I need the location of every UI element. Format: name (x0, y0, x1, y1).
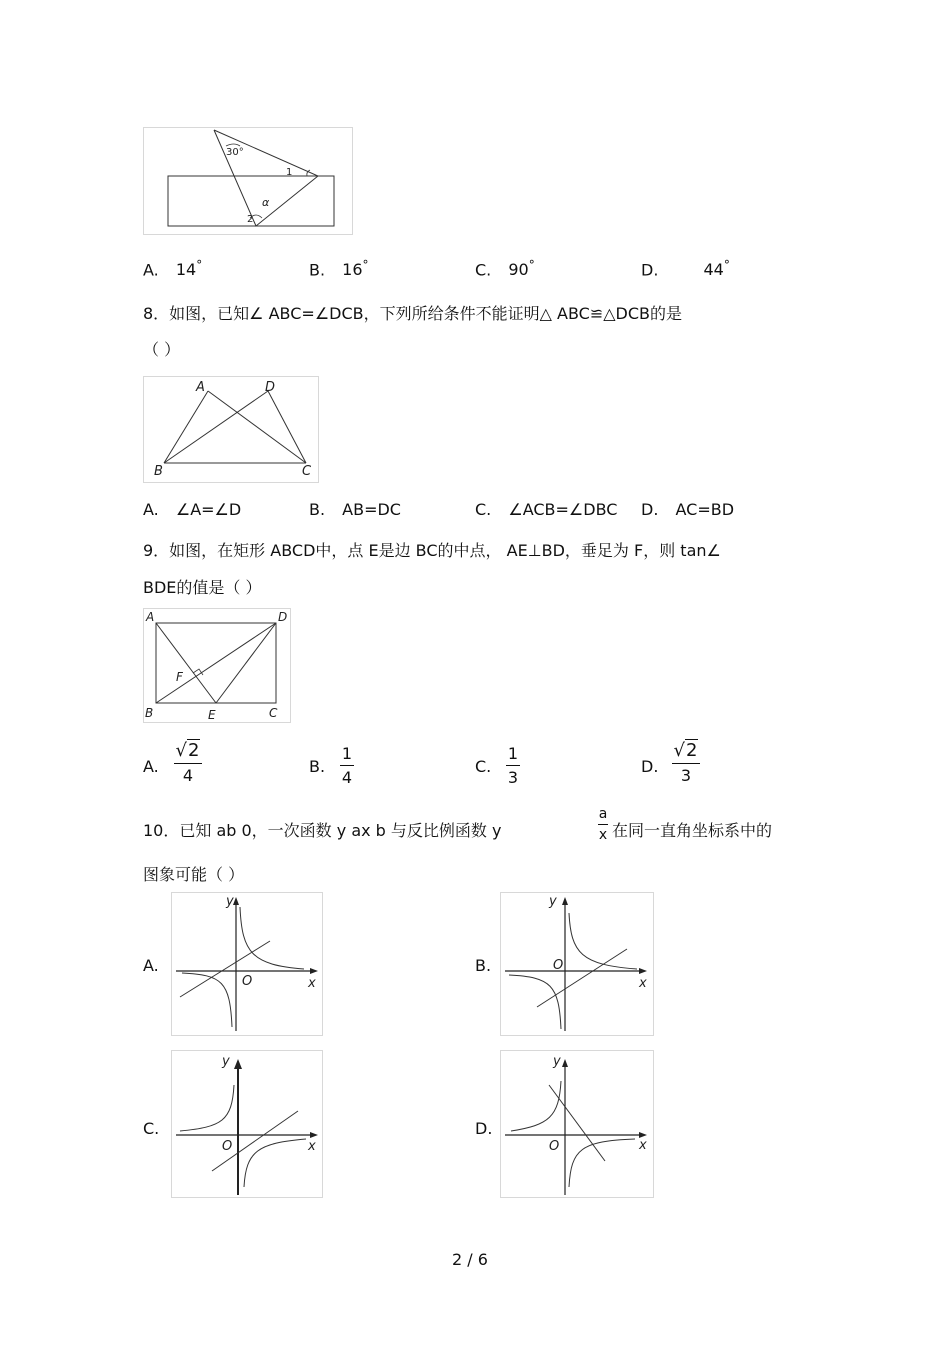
q7-option-a[interactable] (143, 258, 202, 279)
q9-label-a: A (146, 610, 155, 624)
q9-option-a-letter[interactable]: A. (143, 757, 159, 776)
q8-option-b[interactable] (309, 500, 401, 519)
option-text: 44 (703, 260, 724, 280)
fraction-numerator: √2 (175, 740, 200, 761)
fraction-denominator: 4 (341, 768, 353, 787)
option-letter: C. (475, 500, 492, 519)
q8-option-c[interactable] (475, 500, 617, 519)
q10-stem-part1: 10．已知 ab 0，一次函数 y ax b 与反比例函数 y (143, 821, 502, 840)
option-letter: D. (641, 500, 659, 519)
q10-graph-a (171, 892, 323, 1036)
x-axis-label: x (639, 1138, 647, 1153)
option-text: ∠ACB=∠DBC (508, 500, 618, 519)
y-axis-label: y (553, 1054, 561, 1069)
option-text: AC=BD (675, 500, 735, 519)
q10-option-a-letter[interactable]: A. (143, 956, 159, 975)
q9-option-d-letter[interactable]: D. (641, 757, 659, 776)
q8-label-d: D (265, 380, 276, 395)
q8-label-a: A (196, 380, 205, 395)
q9-option-c-fraction (504, 744, 522, 787)
origin-label: O (549, 1139, 560, 1154)
q10-option-c-letter[interactable]: C. (143, 1119, 160, 1138)
q7-label-2: 2 (247, 214, 254, 225)
q8-label-b: B (154, 464, 163, 479)
option-text: AB=DC (342, 500, 401, 519)
fraction-denominator: 3 (507, 768, 519, 787)
q10-graph-d (500, 1050, 654, 1198)
q7-option-d[interactable] (641, 258, 730, 279)
fraction-numerator: √2 (673, 740, 698, 761)
option-text: 16 (342, 260, 363, 280)
x-axis-label: x (308, 1139, 316, 1154)
q7-label-1: 1 (286, 167, 293, 178)
q9-label-e: E (208, 708, 216, 722)
q9-option-b-letter[interactable]: B. (309, 757, 326, 776)
fraction-numerator: 1 (507, 744, 519, 763)
y-axis-label: y (226, 894, 234, 909)
fraction-numerator: 1 (341, 744, 353, 763)
degree-mark: ° (196, 258, 203, 272)
q9-label-c: C (269, 706, 278, 720)
degree-mark: ° (362, 258, 369, 272)
q10-graph-b (500, 892, 654, 1036)
q9-figure (143, 608, 291, 723)
q10-option-d-letter[interactable]: D. (475, 1119, 493, 1138)
option-letter: B. (309, 260, 326, 280)
degree-mark: ° (723, 258, 730, 272)
x-axis-label: x (639, 976, 647, 991)
q9-label-b: B (145, 706, 154, 720)
q9-option-d-fraction (670, 740, 702, 785)
origin-label: O (242, 974, 253, 989)
q8-label-c: C (302, 464, 312, 479)
q9-stem-line2: BDE的值是（ ） (143, 578, 262, 597)
q8-option-d[interactable] (641, 500, 734, 519)
option-letter: A. (143, 260, 159, 280)
q10-stem-line2: 图象可能（ ） (143, 865, 245, 884)
option-letter: D. (641, 260, 659, 280)
q7-label-alpha: α (262, 196, 270, 209)
q7-option-b[interactable] (309, 258, 369, 279)
q8-stem-line2: （ ） (143, 340, 181, 359)
option-text: 14 (175, 260, 197, 280)
fraction-numerator: a (598, 806, 608, 822)
x-axis-label: x (308, 976, 316, 991)
option-letter: C. (475, 260, 492, 280)
q8-figure (143, 376, 319, 483)
option-text: 90 (508, 260, 529, 280)
option-letter: A. (143, 500, 159, 519)
q8-stem-line1: 8．如图，已知∠ ABC=∠DCB，下列所给条件不能证明△ ABC≌△DCB的是 (143, 304, 683, 323)
q10-stem-part2: 在同一直角坐标系中的 (612, 821, 773, 840)
q9-label-f: F (176, 670, 183, 684)
q10-graph-c (171, 1050, 323, 1198)
q9-option-c-letter[interactable]: C. (475, 757, 492, 776)
fraction-denominator: 4 (182, 766, 194, 785)
degree-mark: ° (528, 258, 535, 272)
y-axis-label: y (549, 894, 557, 909)
q9-stem-line1: 9．如图，在矩形 ABCD中，点 E是边 BC的中点， AE⊥BD，垂足为 F，则 tan∠ (143, 541, 721, 560)
origin-label: O (553, 958, 564, 973)
y-axis-label: y (222, 1054, 230, 1069)
option-text: ∠A=∠D (175, 500, 242, 519)
option-letter: B. (309, 500, 326, 519)
q10-option-b-letter[interactable]: B. (475, 956, 492, 975)
fraction-denominator: x (598, 827, 608, 843)
page-number: 2 / 6 (452, 1250, 488, 1269)
fraction-denominator: 3 (680, 766, 692, 785)
q10-stem-fraction (596, 806, 610, 843)
q7-option-c[interactable] (475, 258, 535, 279)
q9-label-d: D (278, 610, 288, 624)
q9-option-b-fraction (338, 744, 356, 787)
q9-option-a-fraction (172, 740, 204, 785)
origin-label: O (222, 1139, 233, 1154)
q7-label-30: 30° (226, 147, 244, 158)
q7-figure (143, 127, 353, 235)
q8-option-a[interactable] (143, 500, 241, 519)
